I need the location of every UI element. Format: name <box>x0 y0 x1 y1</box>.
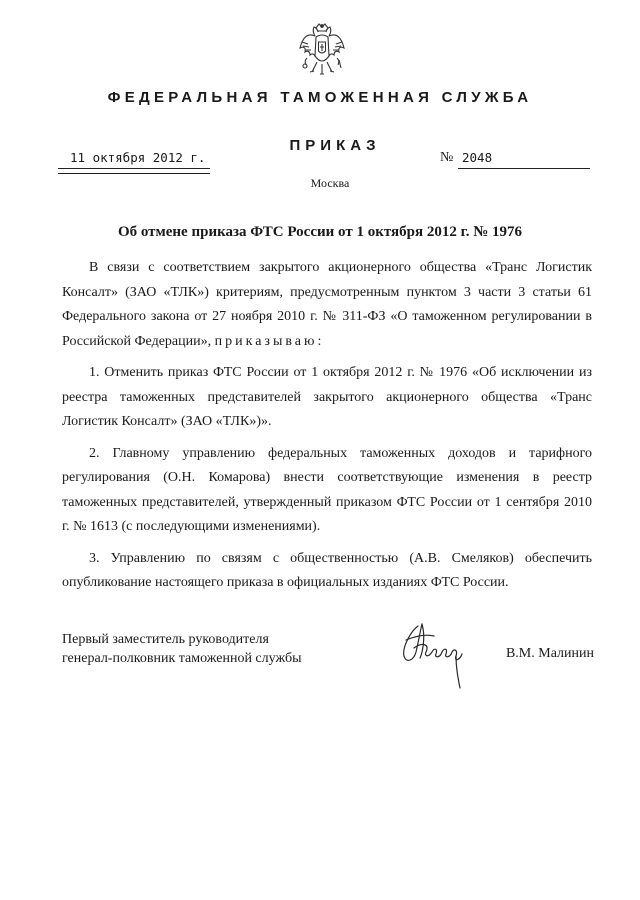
signature-block <box>62 630 602 700</box>
signer-name: В.М. Малинин <box>505 646 594 661</box>
document-city: Москва <box>310 176 350 190</box>
signer-position-line-1: Первый заместитель руководителя <box>62 632 269 647</box>
order-word: приказываю: <box>214 333 325 349</box>
state-emblem-icon <box>298 22 346 78</box>
order-item-1: 1. Отменить приказ ФТС России от 1 октября 2012 г. № 1976 «Об исключении из реестра таможенных представителей закрытого акционерного общества «Транс Логистик Консалт» (ЗАО «ТЛК»)». <box>62 365 592 429</box>
document-number-field <box>440 150 590 169</box>
preamble-paragraph <box>62 256 592 354</box>
order-item-2: 2. Главному управлению федеральных таможенных доходов и тарифного регулирования (О.Н. Комарова) внести соответствующие изменения в реестр таможенных представителей, утвержденный приказом ФТС России от 1 сентября 2010 г. № 1613 (с последующими изменениями). <box>62 445 592 534</box>
number-sign: № <box>440 150 454 165</box>
agency-name: ФЕДЕРАЛЬНАЯ ТАМОЖЕННАЯ СЛУЖБА <box>107 89 533 106</box>
document-type: ПРИКАЗ <box>289 137 381 154</box>
document-number: 2048 <box>458 150 590 169</box>
signer-position-line-2: генерал-полковник таможенной службы <box>62 651 302 666</box>
signer-position <box>62 630 301 668</box>
document-date: 11 октября 2012 г. <box>58 150 210 169</box>
document-title: Об отмене приказа ФТС России от 1 октября 2012 г. № 1976 <box>117 224 523 240</box>
preamble-text: В связи с соответствием закрытого акционерного общества «Транс Логистик Консалт» (ЗАО «ТЛК») критериям, предусмотренным пунктом 3 части 3 статьи 61 Федерального закона от 27 ноября 2010 г. № 311-ФЗ «О таможенном регулировании в Российской Федерации», <box>62 260 592 349</box>
order-item-3: 3. Управлению по связям с общественностью (А.В. Смеляков) обеспечить опубликование настоящего приказа в официальных изданиях ФТС России. <box>62 550 592 590</box>
document-body <box>62 256 592 603</box>
date-underline <box>58 173 210 174</box>
handwritten-signature-icon <box>396 618 486 693</box>
